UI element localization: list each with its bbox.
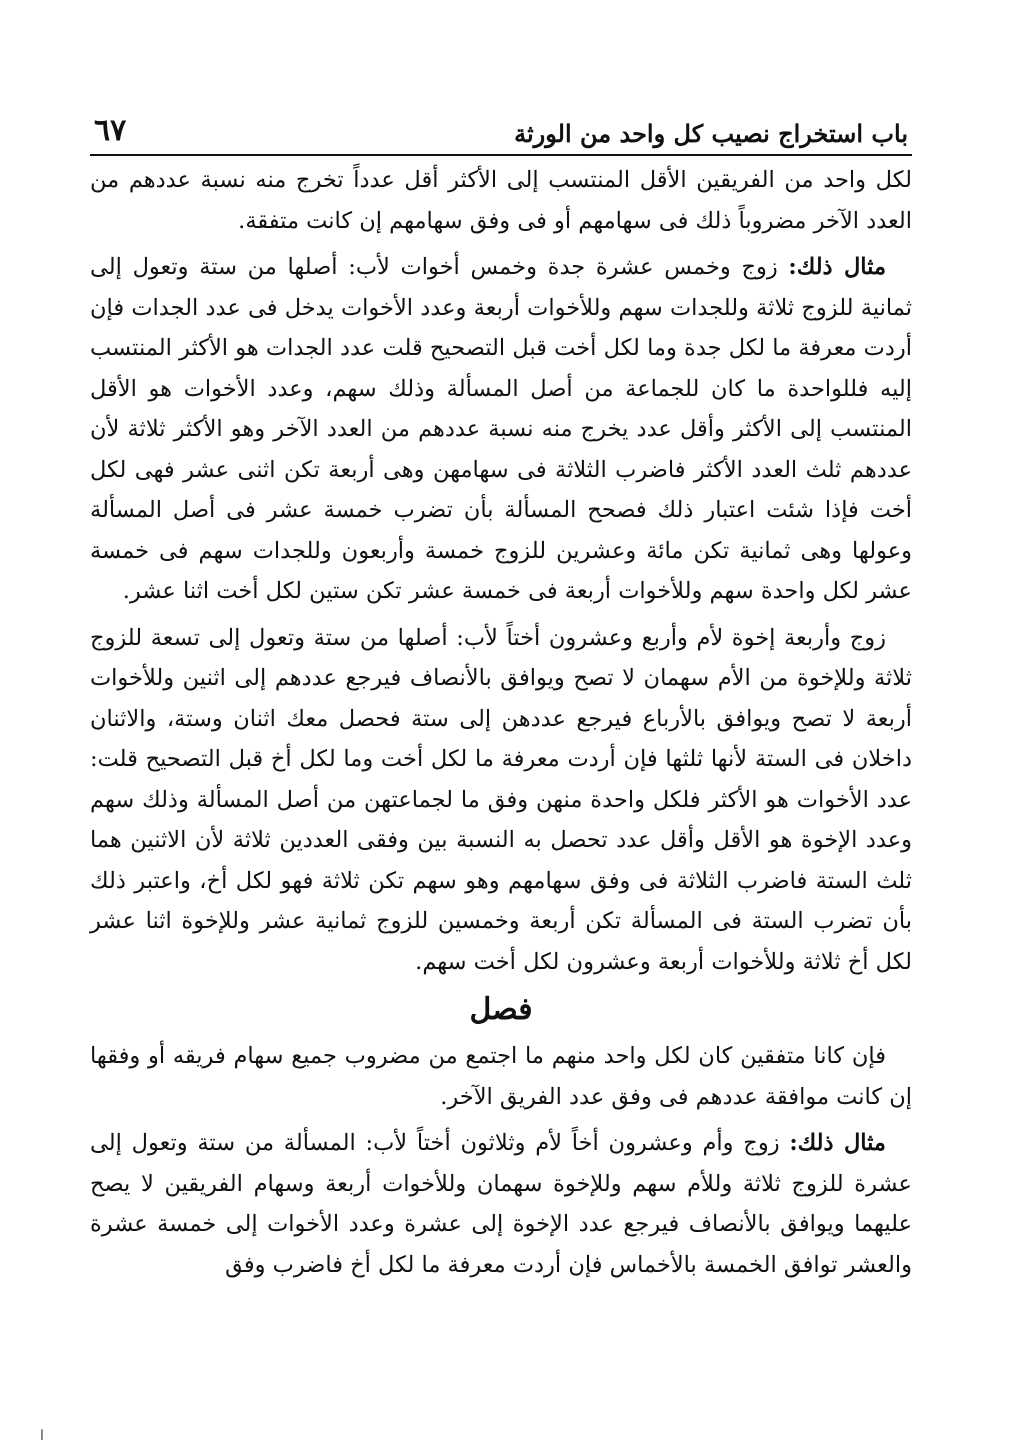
section-paragraph-2-text: زوج وأم وعشرون أخاً لأم وثلاثون أختاً لأب: المسألة من ستة وتعول إلى عشرة للزوج ثلاثة وللأم سهم وللإخوة سهمان وللأخوات أربعة وسهام الفريقين لا يصح عليهما ويوافق بالأنصاف فيرجع عدد الإخوة إلى عشرة وعدد الأخوات إلى خمسة عشرة والعشر توافق الخمسة بالأخماس فإن أردت معرفة ما لكل أخ فاضرب وفق	[90, 1130, 912, 1278]
chapter-title: باب استخراج نصيب كل واحد من الورثة	[514, 119, 908, 148]
margin-mark: ا	[40, 1428, 44, 1444]
section-paragraph-1	[90, 1036, 912, 1117]
running-header	[90, 96, 912, 156]
section-heading: فصل	[469, 992, 533, 1027]
paragraph-3	[90, 618, 912, 983]
section-paragraph-1-text: فإن كانا متفقين كان لكل واحد منهم ما اجتمع من مضروب جميع سهام فريقه أو وفقها إن كانت موافقة عددهم فى وفق عدد الفريق الآخر.	[90, 1043, 912, 1110]
section-paragraph-2-lead: مثال ذلك:	[789, 1130, 886, 1156]
paragraph-1-text: لكل واحد من الفريقين الأقل المنتسب إلى الأكثر أقل عدداً تخرج منه نسبة عددهم من العدد الآخر مضروباً ذلك فى سهامهم أو فى وفق سهامهم إن كانت متفقة.	[90, 167, 912, 234]
paragraph-2-lead: مثال ذلك:	[788, 254, 886, 280]
section-paragraph-2	[90, 1123, 912, 1285]
page-number: ٦٧	[94, 113, 127, 148]
paragraph-3-text: زوج وأربعة إخوة لأم وأربع وعشرون أختاً لأب: أصلها من ستة وتعول إلى تسعة للزوج ثلاثة وللإخوة من الأم سهمان لا تصح ويوافق بالأنصاف فيرجع عددهم إلى اثنين وللأخوات أربعة لا تصح ويوافق بالأرباع فيرجع عددهن إلى ستة فحصل معك اثنان وستة، والاثنان داخلان فى الستة لأنها ثلثها فإن أردت معرفة ما لكل أخت وما لكل أخ قبل التصحيح قلت: عدد الأخوات هو الأكثر فلكل واحدة منهن وفق ما لجماعتهن من أصل المسألة وذلك سهم وعدد الإخوة هو الأقل وأقل عدد تحصل به النسبة بين وفقى العددين ثلاثة لأن الاثنين هما ثلث الستة فاضرب الثلاثة فى وفق سهامهم وهو سهم تكن ثلاثة فهو لكل أخ، واعتبر ذلك بأن تضرب الستة فى المسألة تكن أربعة وخمسين للزوج ثمانية عشر وللإخوة اثنا عشر لكل أخ ثلاثة وللأخوات أربعة وعشرون لكل أخت سهم.	[90, 624, 912, 975]
paragraph-2	[90, 247, 912, 612]
main-text	[90, 160, 912, 1285]
paragraph-2-text: زوج وخمس عشرة جدة وخمس أخوات لأب: أصلها من ستة وتعول إلى ثمانية للزوج ثلاثة وللجدات سهم وللأخوات أربعة وعدد الأخوات يدخل فى عدد الجدات فإن أردت معرفة ما لكل جدة وما لكل أخت قبل التصحيح قلت عدد الجدات هو الأكثر المنتسب إليه فللواحدة ما كان للجماعة من أصل المسألة وذلك سهم، وعدد الأخوات هو الأقل المنتسب إلى الأكثر وأقل عدد يخرج منه نسبة عددهم من العدد الآخر وهو الأكثر ثلاثة لأن عددهم ثلث العدد الأكثر فاضرب الثلاثة فى سهامهن وهى أربعة تكن اثنى عشر فهى لكل أخت فإذا شئت اعتبار ذلك فصحح المسألة بأن تضرب خمسة عشر فى أصل المسألة وعولها وهى ثمانية تكن مائة وعشرين للزوج خمسة وأربعون وللجدات سهم فى خمسة عشر لكل واحدة سهم وللأخوات أربعة فى خمسة عشر تكن ستين لكل أخت اثنا عشر.	[90, 254, 912, 604]
paragraph-1	[90, 160, 912, 241]
